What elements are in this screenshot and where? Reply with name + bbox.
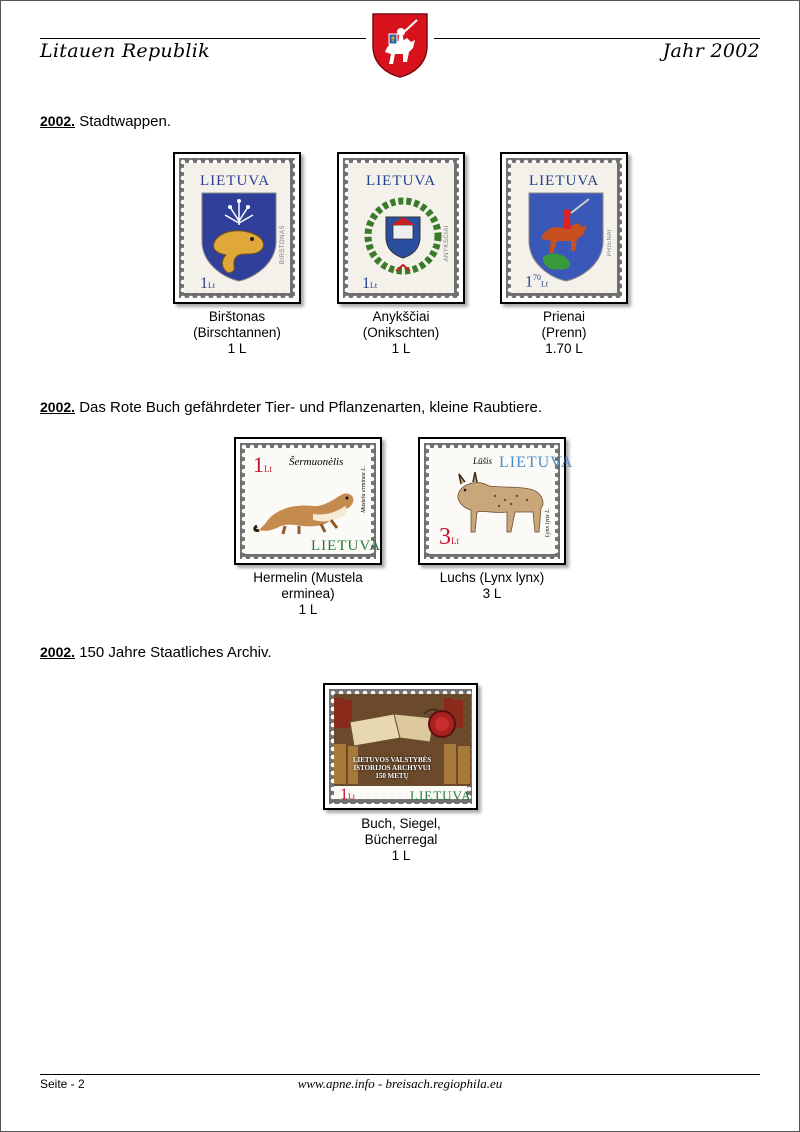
stamp-image [245, 448, 382, 554]
stamp-side-text: BIRŠTONAS [280, 225, 286, 265]
section-year: 2002. [40, 113, 76, 129]
stamp-frame [173, 152, 301, 304]
stamp-country-text: LIETUVA [529, 173, 600, 189]
section-year: 2002. [40, 644, 76, 660]
footer-rule [40, 1074, 760, 1075]
stamp-side-text: ANYKŠČIAI [444, 225, 450, 262]
header-rule-left [40, 38, 366, 39]
stamp-animal-name: Lūšis [473, 456, 493, 466]
stamp-frame [337, 152, 465, 304]
stamp-image [511, 163, 617, 293]
section-title: Stadtwappen. [79, 113, 171, 130]
stamp-caption: Buch, Siegel, Bücherregal 1 L [361, 816, 441, 863]
stamp-side-text: PRIENAI [607, 229, 613, 257]
lynx-icon [445, 470, 551, 536]
stamp-country-text: LIETUVA [410, 788, 472, 803]
stamp-caption: Birštonas (Birschtannen) 1 L [193, 309, 281, 356]
stamp-image [334, 694, 472, 803]
header-rule-right [434, 38, 760, 39]
section-title: 150 Jahre Staatliches Archiv. [79, 644, 272, 661]
stamp-image [348, 163, 454, 293]
header-year: Jahr 2002 [662, 40, 760, 62]
stamp-inscription: LIETUVOS VALSTYBĖS ISTORIJOS ARCHYVUI 150 METŲ [352, 756, 432, 780]
section-year: 2002. [40, 399, 76, 415]
stamp-frame [500, 152, 628, 304]
stamp-latin-name: Mustela erminea L. [361, 466, 367, 513]
footer-page-number: Seite - 2 [40, 1077, 85, 1091]
stamp-country-text: LIETUVA [366, 173, 437, 189]
stamp-value: 1Lt [362, 275, 378, 292]
section-heading-2 [40, 399, 542, 416]
stamp-caption: Luchs (Lynx lynx) 3 L [439, 570, 545, 601]
stamp-country-text: LIETUVA [200, 173, 271, 189]
stamp-value: 1Lt [200, 275, 216, 292]
stamp-image [184, 163, 290, 293]
stamp-value: $1^{70}Lt$ [525, 273, 549, 291]
stamp-frame [418, 437, 574, 565]
stamp-latin-name: Lynx lynx L. [545, 508, 551, 538]
stamp-animal-name: Šermuonėlis [289, 456, 344, 468]
section-title: Das Rote Buch gefährdeter Tier- und Pflanzenarten, kleine Raubtiere. [79, 399, 542, 416]
stamp-value: 3Lt [439, 524, 459, 550]
stoat-icon [255, 474, 359, 536]
shield-rider-icon [527, 191, 605, 283]
stamp-country-text: LIETUVA [499, 454, 574, 471]
footer-website: www.apne.info - breisach.regiophila.eu [297, 1076, 503, 1091]
section-heading-1 [40, 113, 171, 130]
header-country: Litauen Republik [40, 40, 210, 62]
wreath-shield-icon [360, 193, 446, 279]
stamp-image [429, 448, 574, 554]
stamp-frame [323, 683, 478, 810]
section-heading-3 [40, 644, 272, 661]
stamp-value: 1Lt [340, 786, 356, 803]
stamp-caption: Hermelin (Mustela erminea) 1 L [253, 570, 363, 617]
stamp-frame [234, 437, 382, 565]
stamp-caption: Prienai (Prenn) 1.70 L [541, 309, 587, 356]
stamp-caption: Anykščiai (Onikschten) 1 L [362, 309, 440, 356]
coat-of-arms-icon [371, 12, 429, 78]
stamp-country-text: LIETUVA [311, 538, 382, 554]
stamp-value: 1Lt [253, 452, 272, 477]
shield-fish-icon [200, 191, 278, 283]
